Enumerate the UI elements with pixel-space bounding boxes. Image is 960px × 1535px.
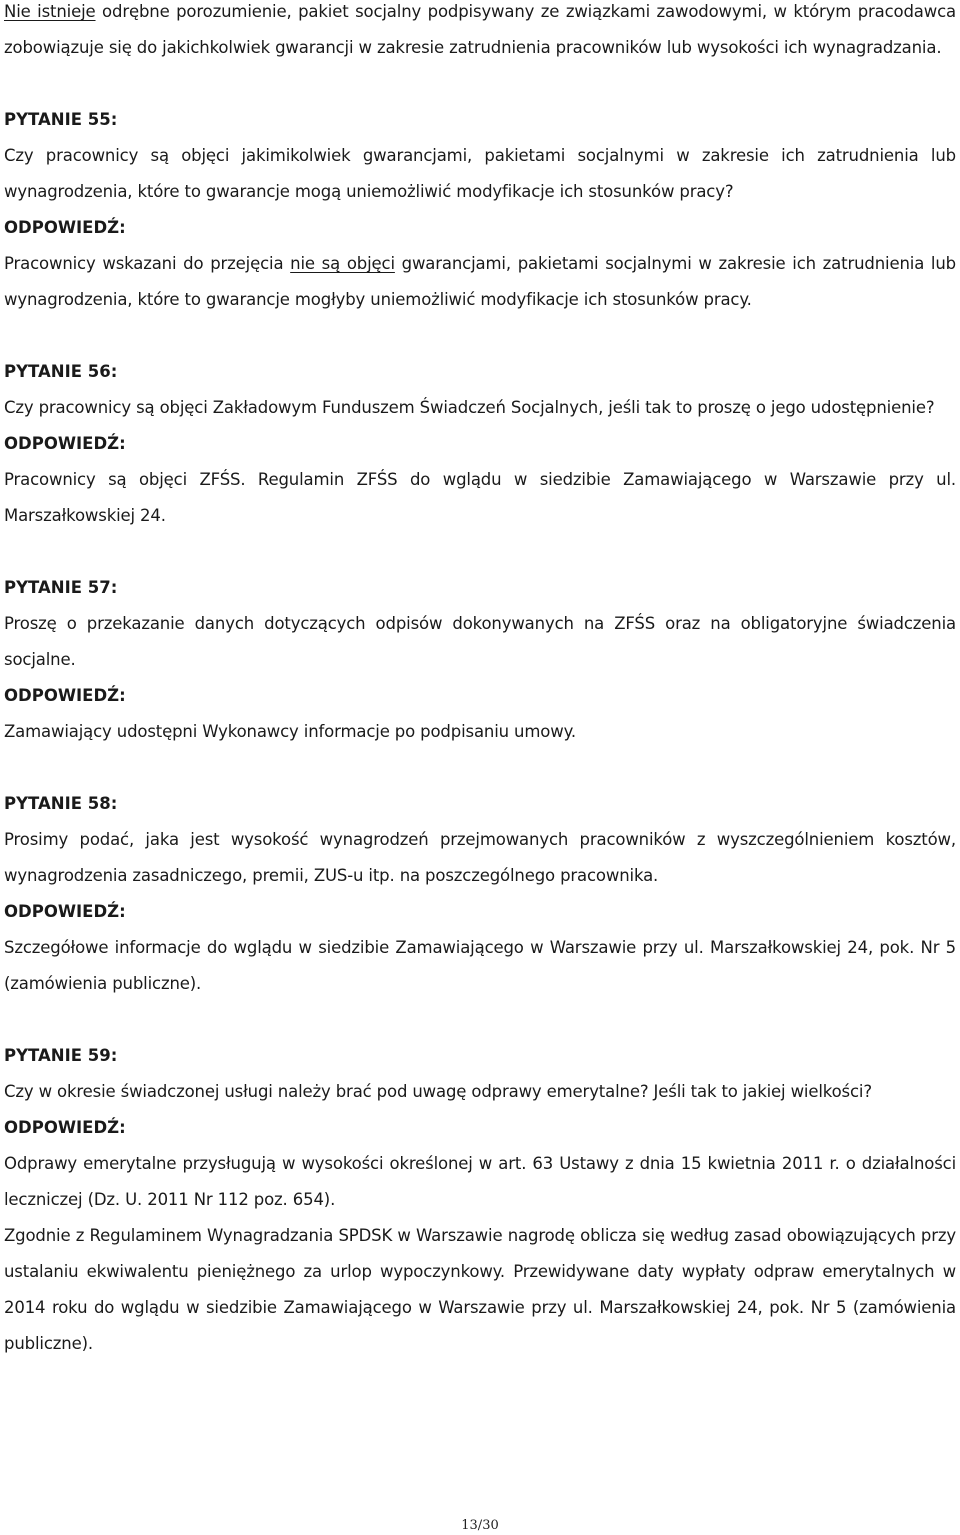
question-label: PYTANIE 55:	[4, 110, 118, 129]
intro-underlined: Nie istnieje	[4, 2, 96, 21]
intro-text: odrębne porozumienie, pakiet socjalny podpisywany ze związkami zawodowymi, w którym pracodawca zobowiązuje się do jakichkolwiek gwarancji w zakresie zatrudnienia pracowników lub wysokości ich wynagradzania.	[4, 2, 956, 57]
answer-underlined: nie są objęci	[290, 254, 395, 273]
question-text: Czy pracownicy są objęci Zakładowym Funduszem Świadczeń Socjalnych, jeśli tak to proszę o jego udostępnienie?	[4, 398, 935, 417]
question-58	[4, 786, 956, 1002]
question-text: Prosimy podać, jaka jest wysokość wynagrodzeń przejmowanych pracowników z wyszczególnieniem kosztów, wynagrodzenia zasadniczego, premii, ZUS-u itp. na poszczególnego pracownika.	[4, 830, 956, 885]
question-text: Proszę o przekazanie danych dotyczących odpisów dokonywanych na ZFŚS oraz na obligatoryjne świadczenia socjalne.	[4, 614, 956, 669]
answer-text: Pracownicy są objęci ZFŚS. Regulamin ZFŚS do wglądu w siedzibie Zamawiającego w Warszawie przy ul. Marszałkowskiej 24.	[4, 470, 956, 525]
question-57	[4, 570, 956, 750]
question-label: PYTANIE 56:	[4, 362, 118, 381]
answer-label: ODPOWIEDŹ:	[4, 902, 126, 921]
question-text: Czy pracownicy są objęci jakimikolwiek gwarancjami, pakietami socjalnymi w zakresie ich zatrudnienia lub wynagrodzenia, które to gwarancje mogą uniemożliwić modyfikacje ich stosunków pracy?	[4, 146, 956, 201]
answer-label: ODPOWIEDŹ:	[4, 434, 126, 453]
question-label: PYTANIE 58:	[4, 794, 118, 813]
question-label: PYTANIE 59:	[4, 1046, 118, 1065]
answer-text: Pracownicy wskazani do przejęcia nie są objęci gwarancjami, pakietami socjalnymi w zakresie ich zatrudnienia lub wynagrodzenia, które to gwarancje mogłyby uniemożliwić modyfikacje ich stosunków pracy.	[4, 254, 956, 309]
intro-paragraph	[4, 0, 956, 66]
question-59	[4, 1038, 956, 1362]
page-number: 13/30	[461, 1518, 499, 1533]
answer-label: ODPOWIEDŹ:	[4, 218, 126, 237]
answer-text: Zamawiający udostępni Wykonawcy informacje po podpisaniu umowy.	[4, 722, 576, 741]
answer-text-1: Odprawy emerytalne przysługują w wysokości określonej w art. 63 Ustawy z dnia 15 kwietnia 2011 r. o działalności leczniczej (Dz. U. 2011 Nr 112 poz. 654).	[4, 1154, 956, 1209]
answer-label: ODPOWIEDŹ:	[4, 686, 126, 705]
question-56	[4, 354, 956, 534]
question-label: PYTANIE 57:	[4, 578, 118, 597]
answer-text: Szczegółowe informacje do wglądu w siedzibie Zamawiającego w Warszawie przy ul. Marszałkowskiej 24, pok. Nr 5 (zamówienia publiczne).	[4, 938, 956, 993]
answer-text-2: Zgodnie z Regulaminem Wynagradzania SPDSK w Warszawie nagrodę oblicza się według zasad obowiązujących przy ustalaniu ekwiwalentu pieniężnego za urlop wypoczynkowy. Przewidywane daty wypłaty odpraw emerytalnych w 2014 roku do wglądu w siedzibie Zamawiającego w Warszawie przy ul. Marszałkowskiej 24, pok. Nr 5 (zamówienia publiczne).	[4, 1226, 956, 1353]
document-page	[4, 0, 956, 1362]
question-text: Czy w okresie świadczonej usługi należy brać pod uwagę odprawy emerytalne? Jeśli tak to jakiej wielkości?	[4, 1082, 872, 1101]
answer-label: ODPOWIEDŹ:	[4, 1118, 126, 1137]
question-55	[4, 102, 956, 318]
